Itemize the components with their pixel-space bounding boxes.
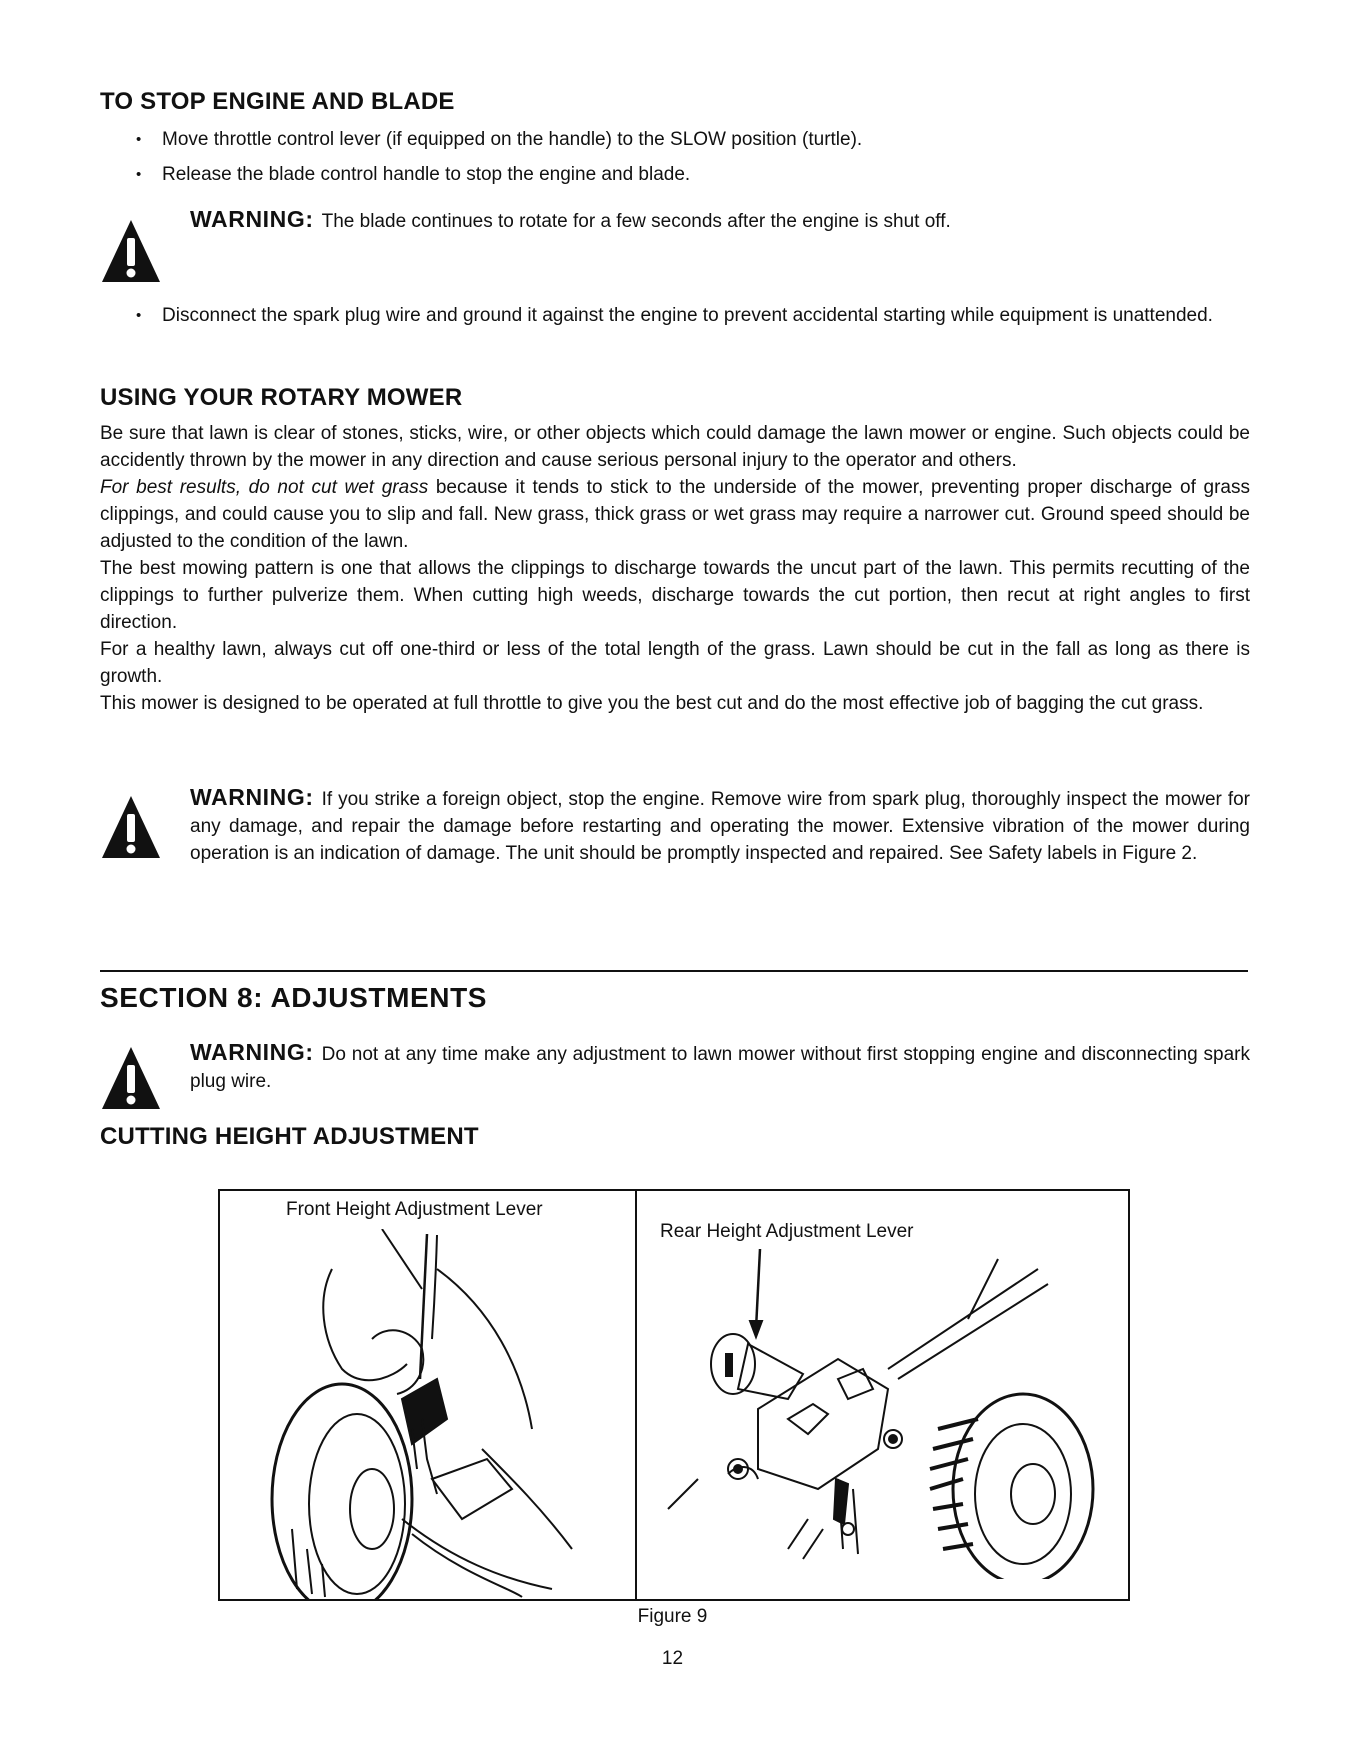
warning-blade-rotation <box>100 200 1250 275</box>
front-wheel-illustration <box>222 1229 632 1599</box>
section-divider <box>100 970 1248 972</box>
list-item: • Release the blade control handle to stop the engine and blade. <box>130 161 1250 188</box>
warning-label: WARNING: <box>190 206 314 232</box>
rear-wheel-illustration <box>638 1249 1128 1579</box>
paragraph <box>100 474 1250 555</box>
emphasis-text: For best results, do not cut wet grass <box>100 477 429 498</box>
warning-text: The blade continues to rotate for a few seconds after the engine is shut off. <box>321 211 951 232</box>
figure-9 <box>218 1189 1130 1601</box>
stop-engine-heading: TO STOP ENGINE AND BLADE <box>100 88 455 115</box>
list-item: • Move throttle control lever (if equipped on the handle) to the SLOW position (turtle). <box>130 126 1250 153</box>
section-8-heading: SECTION 8: ADJUSTMENTS <box>100 982 488 1013</box>
warning-label: WARNING: <box>190 1039 314 1065</box>
warning-label: WARNING: <box>190 784 314 810</box>
paragraph-text: because it tends to stick to the underside of the mower, preventing proper discharge of grass clippings, and could cause you to slip and fall. New grass, thick grass or wet grass may require a narrower cut. Ground speed should be adjusted to the condition of the lawn. <box>100 477 1250 552</box>
cutting-height-heading: CUTTING HEIGHT ADJUSTMENT <box>100 1123 479 1150</box>
rotary-mower-body <box>100 420 1250 717</box>
rotary-mower-heading: USING YOUR ROTARY MOWER <box>100 384 463 411</box>
warning-text: Do not at any time make any adjustment to lawn mower without first stopping engine and disconnecting spark plug wire. <box>190 1044 1250 1092</box>
paragraph: The best mowing pattern is one that allows the clippings to discharge towards the uncut part of the lawn. This permits recutting of the clippings to further pulverize them. When cutting high weeds, discharge towards the cut portion, then recut at right angles to first direction. <box>100 558 1250 633</box>
paragraph: This mower is designed to be operated at full throttle to give you the best cut and do the most effective job of bagging the cut grass. <box>100 693 1204 714</box>
figure-divider <box>635 1191 637 1599</box>
paragraph: Be sure that lawn is clear of stones, sticks, wire, or other objects which could damage the lawn mower or engine. Such objects could be accidently thrown by the mower in any direction and cause serious personal injury to the operator and others. <box>100 423 1250 471</box>
stop-engine-bullets-after <box>130 302 1250 337</box>
figure-caption: Figure 9 <box>637 1606 708 1627</box>
warning-adjustment <box>100 1035 1250 1110</box>
warning-triangle-icon <box>100 794 162 860</box>
warning-triangle-icon <box>100 218 162 284</box>
paragraph: For a healthy lawn, always cut off one-third or less of the total length of the grass. Lawn should be cut in the fall as long as there is growth. <box>100 639 1250 687</box>
warning-foreign-object <box>100 780 1250 900</box>
warning-triangle-icon <box>100 1045 162 1111</box>
stop-engine-bullets <box>130 126 1250 196</box>
page-number: 12 <box>661 1648 684 1669</box>
rear-lever-label: Rear Height Adjustment Lever <box>660 1221 914 1242</box>
list-item: • Disconnect the spark plug wire and ground it against the engine to prevent accidental starting while equipment is unattended. <box>130 302 1250 329</box>
front-lever-label: Front Height Adjustment Lever <box>286 1199 543 1220</box>
warning-text: If you strike a foreign object, stop the engine. Remove wire from spark plug, thoroughly inspect the mower for any damage, and repair the damage before restarting and operating the mower. Extensive vibration of the mower during operation is an indication of damage. The unit should be promptly inspected and repaired. See Safety labels in Figure 2. <box>190 789 1250 864</box>
